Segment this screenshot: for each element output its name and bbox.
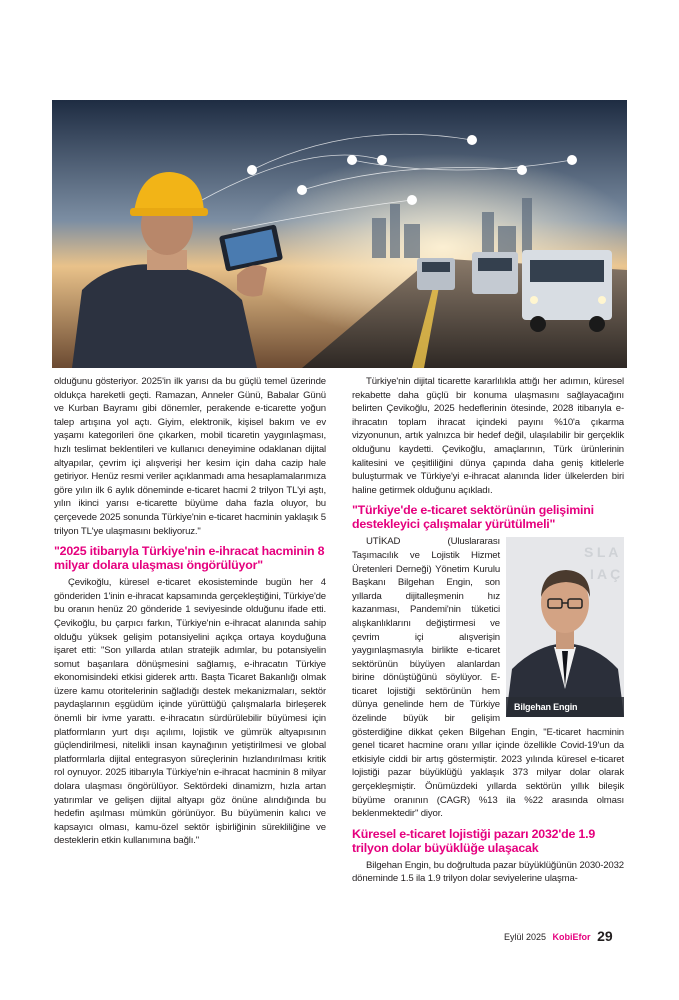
footer-date: Eylül 2025 [504,932,547,942]
photo-caption: Bilgehan Engin [506,697,624,717]
svg-text:I A Ç: I A Ç [590,566,621,583]
left-paragraph-2: Çevikoğlu, küresel e-ticaret ekosisteminde bugün her 4 gönderiden 1'inin e-ihracat kapsamında gerçekleştiğini, Türkiye'de bu oranın henüz 20 gönderide 1 seviyesinde olduğunu ifade etti. Çevikoğlu, bu çarpıcı farkın, Türkiye'nin e-ihracat alanında sahip olduğu yüksek gelişim potansiyelini açıkça ortaya koyduğuna işaret etti: "Son yıllarda atılan stratejik adımlar, bu potansiyelin somut başarılara dönüşmesini sağlamış, e-ihracatın Türkiye ekonomisindeki etkisi giderek arttı. Başta Ticaret Bakanlığı olmak üzere kamu otoritelerinin sağladığı destek mekanizmaları, sektör paydaşlarının eşgüdüm içinde yürüttüğü çalışmalarla birleşerek önemli bir ivme yarattı. e-ihracatın sürdürülebilir büyümesi için platformların yurt dışı açılımı, lojistik ve gümrük altyapısının güçlendirilmesi, nitelikli insan kaynağının yetiştirilmesi ve global platformlarla dijital entegrasyon süreçlerinin hızlandırılması kritik rol oynuyor. 2025 itibarıyla Türkiye'nin e-ihracat hacminin 8 milyar dolara ulaşması öngörülüyor. Sektördeki dinamizm, hızla artan yatırımlar ve gelişen dijital altyapı göz önüne alındığında bu hedefin aşılması mümkün görünüyor. Bu büyümenin kalıcı ve kapsayıcı olması, kamu-özel sektör işbirliğinin sürekliliğine ve desteklerin etkin kullanımına bağlı." [54,577,326,847]
portrait-photo [506,537,624,717]
right-column [352,375,624,886]
svg-text:S L A: S L A [584,544,619,561]
right-heading-2: Küresel e-ticaret lojistiği pazarı 2032'de 1.9 trilyon dolar büyüklüğe ulaşacak [352,826,596,855]
right-paragraph-3: Bilgehan Engin, bu doğrultuda pazar büyüklüğünün 2030-2032 döneminde 1.5 ila 1.9 trilyon dolar seviyelerine ulaşma- [352,859,624,885]
right-heading-1: "Türkiye'de e-ticaret sektörünün gelişimini destekleyici çalışmalar yürütülmeli" [352,503,594,532]
left-heading-1: "2025 itibarıyla Türkiye'nin e-ihracat hacminin 8 milyar dolara ulaşması öngörülüyor" [54,544,325,573]
hero-illustration [52,100,627,368]
footer-brand: KobiEfor [552,932,591,942]
hero-image [52,100,627,368]
page-footer [504,928,613,944]
portrait-illustration [506,537,624,717]
page-number: 29 [597,928,613,944]
right-paragraph-1: Türkiye'nin dijital ticarette kararlılıkla attığı her adımın, küresel rekabette daha güçlü bir konuma ulaşmasını sağlayacağını belirten Çevikoğlu, 2025 hedeflerinin ötesinde, 2028 itibarıyla e-ihracatın toplam ihracat içindeki payını %10'a çıkarma vizyonunun, artık yalnızca bir hedef değil, ulaşılabilir bir gerçeklik olduğunu kaydetti. Çevikoğlu, amaçlarının, Türk ürünlerinin kalitesini ve çeşitliliğini dünya çapında daha geniş kitlelerle buluşturmak ve Türkiye'yi e-ihracat alanında lider ülkelerden biri haline getirmek olduğunu açıkladı. [352,376,624,496]
right-paragraph-2: UTİKAD (Uluslararası Taşımacılık ve Lojistik Hizmet Üretenleri Derneği) Yönetim Kurulu Başkanı Bilgehan Engin, son yıllarda dijitalleşmenin hız kazanması, Pandemi'nin tüketici alışkanlıklarını değiştirmesi ve çevrim içi alışverişin yaygınlaşmasıyla birlikte e-ticaret sektörünün büyüyen alanlardan birine dönüştüğünü söylüyor. E-ticaret lojistiği sektörünün hem dünya genelinde hem de Türkiye özelinde büyük bir gelişim gösterdiğine dikkat çeken Bilgehan Engin, "E-ticaret hacminin genel ticaret hacmine oranı yıllar içinde özellikle Covid-19'un da etkisiyle ciddi bir artış göstermiştir. 2023 yılında küresel e-ticaret lojistiği pazar büyüklüğü yaklaşık 373 milyar dolar olarak gerçekleşmiştir. Önümüzdeki yıllarda sektörün yıllık bileşik büyüme oranının (CAGR) %13 ila %22 arasında olması beklenmektedir" diyor. [352,536,624,820]
left-paragraph-1: olduğunu gösteriyor. 2025'in ilk yarısı da bu güçlü temel üzerinde oldukça hareketli geçti. Ramazan, Anneler Günü, Babalar Günü ve Kurban Bayramı gibi dönemler, perakende e-ticarette yoğun talep artışına yol açtı. Giyim, elektronik, kişisel bakım ve ev yaşamı kategorileri öne çıkarken, mobil ticaretin yaygınlaşması, hızlı teslimat beklentileri ve kullanıcı deneyimine odaklanan dijital altyapılar, çevrim içi alışverişi her kesim için daha cazip hale getiriyor. Henüz resmi veriler açıklanmadı ama hesaplamalarımıza göre yılın ilk 6 aylık döneminde e-ticaret hacmi 2 trilyon TL'yi aştı, yılın ikinci yarısı e-ticarette büyüme daha fazla oluyor, bu çerçevede 2025 sonunda Türkiye'nin e-ticaret hacminin yaklaşık 5 trilyon TL'ye ulaşmasını bekliyoruz." [54,376,326,537]
left-column [54,375,326,848]
